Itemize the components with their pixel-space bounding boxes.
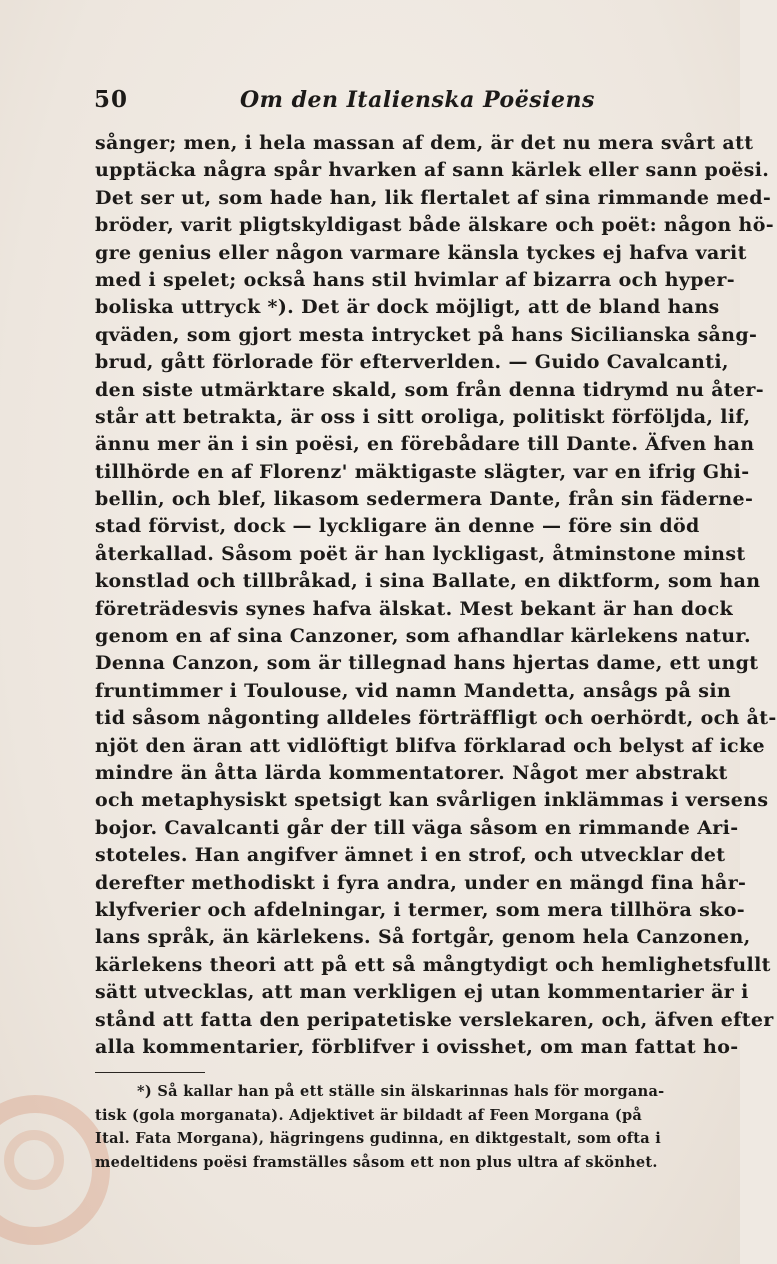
text-line: mindre än åtta lärda kommentatorer. Något mer abstrakt bbox=[95, 761, 728, 784]
page-number: 50 bbox=[94, 86, 129, 113]
footnote-rule bbox=[95, 1072, 205, 1073]
text-line: lans språk, än kärlekens. Så fortgår, genom hela Canzonen, bbox=[95, 926, 751, 949]
text-line: bojor. Cavalcanti går der till väga såsom en rimmande Ari- bbox=[95, 816, 739, 839]
text-line: med i spelet; också hans stil hvimlar af bizarra och hyper- bbox=[95, 268, 735, 291]
footnote-line: Ital. Fata Morgana), hägringens gudinna, en diktgestalt, som ofta i bbox=[95, 1130, 662, 1147]
footnote-line: medeltidens poësi framställes såsom ett non plus ultra af skönhet. bbox=[95, 1153, 658, 1171]
text-line: boliska uttryck *). Det är dock möjligt, att de bland hans bbox=[95, 296, 720, 319]
text-line: bellin, och blef, likasom sedermera Dante, från sin fäderne- bbox=[95, 488, 754, 511]
text-line: qväden, som gjort mesta intrycket på hans Sicilianska sång- bbox=[95, 323, 758, 346]
footnote-line: tisk (gola morganata). Adjektivet är bildadt af Feen Morgana (på bbox=[95, 1106, 643, 1124]
text-line: ännu mer än i sin poësi, en förebådare till Dante. Äfven han bbox=[95, 433, 755, 456]
text-line: bröder, varit pligtskyldigast både älskare och poët: någon hö- bbox=[95, 214, 774, 237]
text-line: gre genius eller någon varmare känsla tyckes ej hafva varit bbox=[95, 241, 747, 264]
text-line: stoteles. Han angifver ämnet i en strof, och utvecklar det bbox=[95, 844, 726, 867]
text-line: tillhörde en af Florenz' mäktigaste slägter, var en ifrig Ghi- bbox=[95, 460, 750, 483]
text-line: klyfverier och afdelningar, i termer, som mera tillhöra sko- bbox=[95, 898, 745, 921]
text-line: kärlekens theori att på ett så mångtydigt och hemlighetsfullt bbox=[95, 953, 771, 976]
text-line: njöt den äran att vidlöftigt blifva förklarad och belyst af icke bbox=[95, 734, 765, 757]
library-stamp-center bbox=[4, 1130, 64, 1190]
text-line: och metaphysiskt spetsigt kan svårligen inklämmas i versens bbox=[95, 789, 769, 812]
body-text bbox=[95, 130, 777, 1061]
text-line: upptäcka några spår hvarken af sann kärlek eller sann poësi. bbox=[95, 159, 770, 182]
text-line: den siste utmärktare skald, som från denna tidrymd nu åter- bbox=[95, 378, 765, 401]
text-line: sånger; men, i hela massan af dem, är det nu mera svårt att bbox=[95, 132, 754, 154]
running-head: Om den Italienska Poësiens bbox=[240, 87, 595, 113]
footnote-line: *) Så kallar han på ett ställe sin älskarinnas hals för morgana- bbox=[137, 1083, 665, 1100]
text-line: sätt utvecklas, att man verkligen ej utan kommentarier är i bbox=[95, 981, 749, 1004]
text-line: konstlad och tillbråkad, i sina Ballate, en diktform, som han bbox=[95, 570, 761, 593]
text-line: återkallad. Såsom poët är han lyckligast, åtminstone minst bbox=[95, 542, 746, 565]
text-line: stånd att fatta den peripatetiske verslekaren, och, äfven efter bbox=[95, 1008, 774, 1031]
text-line: genom en af sina Canzoner, som afhandlar kärlekens natur. bbox=[95, 625, 751, 648]
text-line: derefter methodiskt i fyra andra, under en mängd fina hår- bbox=[95, 871, 747, 894]
text-line: tid såsom någonting alldeles förträffligt och oerhördt, och åt- bbox=[95, 707, 777, 730]
text-line: Det ser ut, som hade han, lik flertalet af sina rimmande med- bbox=[95, 186, 772, 209]
text-line: företrädesvis synes hafva älskat. Mest bekant är han dock bbox=[95, 597, 733, 620]
text-line: stad förvist, dock — lyckligare än denne — före sin död bbox=[95, 515, 700, 538]
footnote bbox=[95, 1080, 707, 1174]
text-line: står att betrakta, är oss i sitt oroliga, politiskt förföljda, lif, bbox=[95, 405, 751, 428]
text-line: fruntimmer i Toulouse, vid namn Mandetta, ansågs på sin bbox=[95, 679, 732, 702]
text-line: Denna Canzon, som är tillegnad hans hjertas dame, ett ungt bbox=[95, 652, 759, 675]
text-line: alla kommentarier, förblifver i ovisshet, om man fattat ho- bbox=[95, 1035, 739, 1058]
text-line: brud, gått förlorade för efterverlden. — Guido Cavalcanti, bbox=[95, 351, 729, 374]
